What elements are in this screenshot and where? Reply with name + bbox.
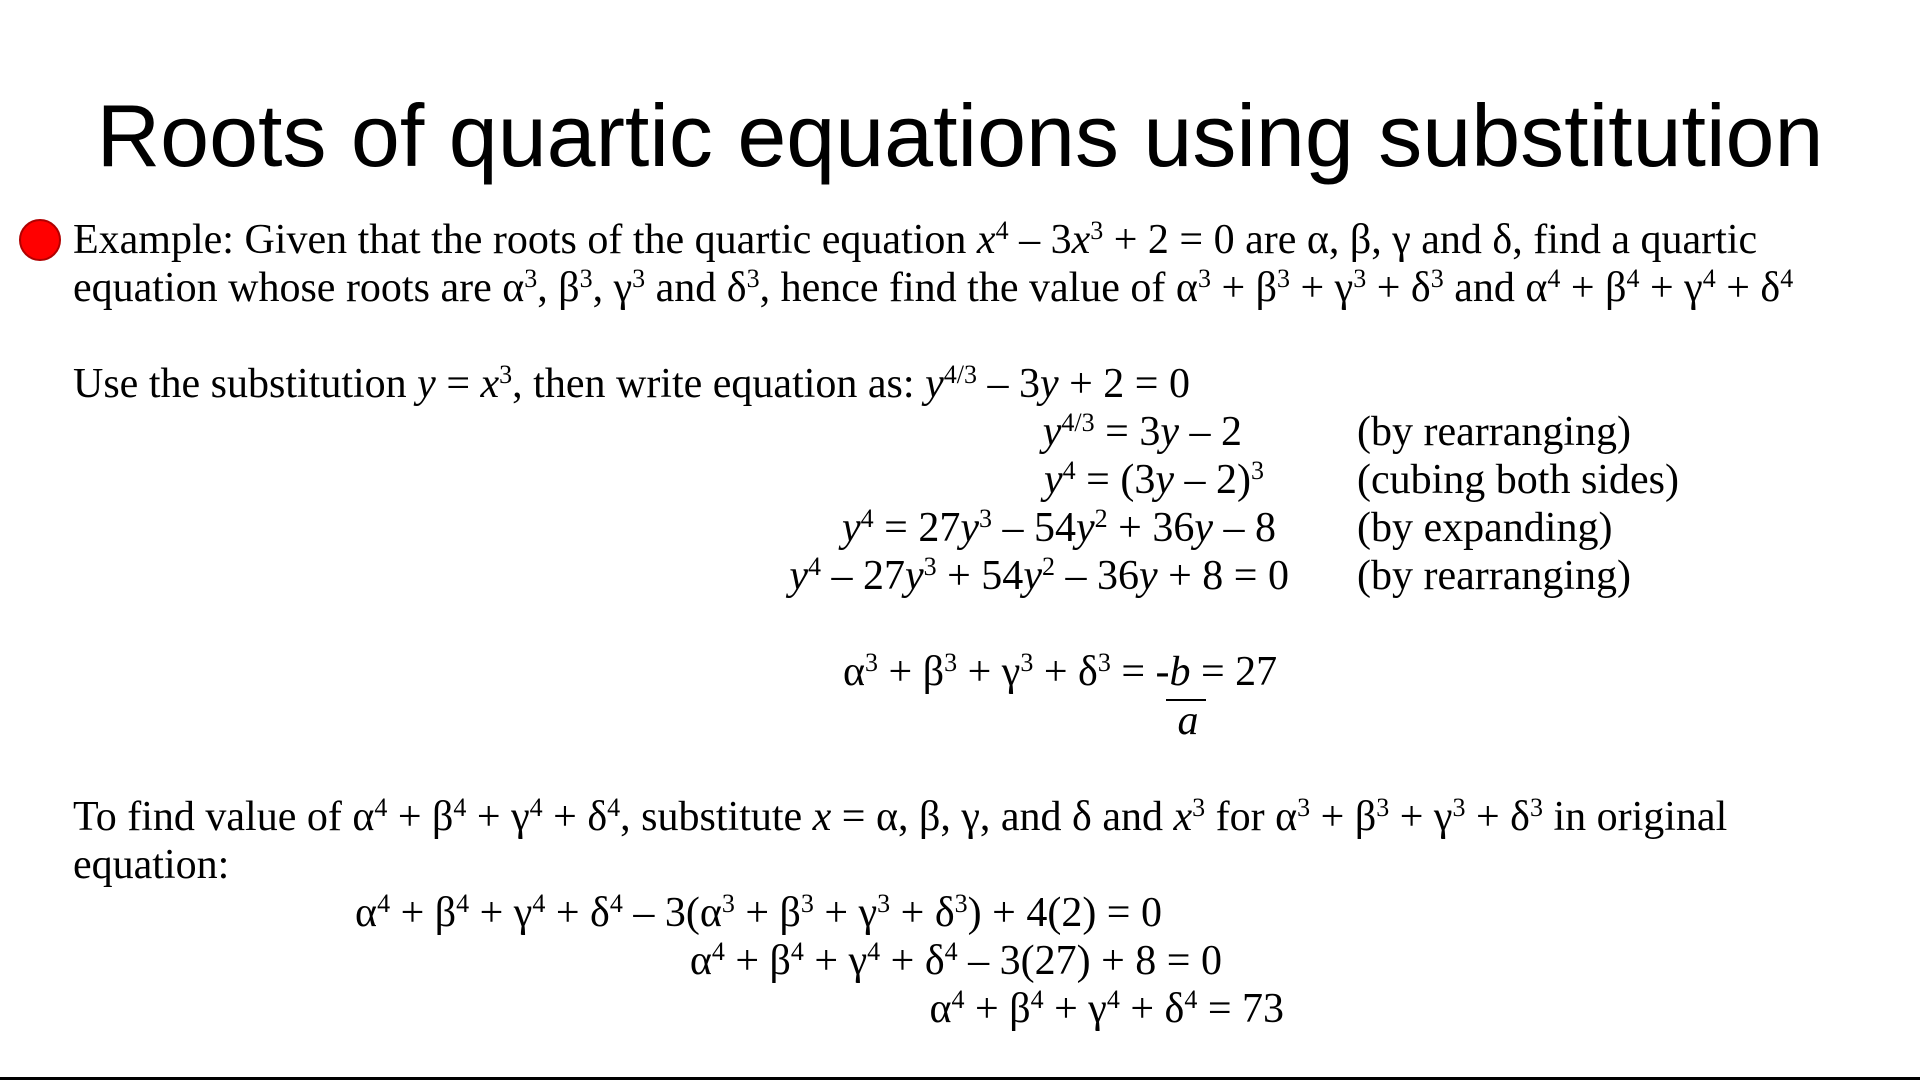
example-line-2: equation whose roots are $\alpha^3$, $\beta^3$, $\gamma^3$ and $\delta^3$, hence find the value of $\alpha^3 + \beta^3 + \gamma^3 + \delta^3$ and $\alpha^4 + \beta^4 + \gamma^4 + \delta^4$ — [73, 264, 1794, 311]
step-note-3: (by expanding) — [1357, 505, 1613, 551]
substitution-line: Use the substitution $y = x^3$, then write equation as: $y^{4/3} - 3y + 2 = 0$ — [73, 360, 1190, 407]
result-equation-3: $\alpha^4 + \beta^4 + \gamma^4 + \delta^4 = 73$ — [929, 985, 1284, 1032]
step-note-4: (by rearranging) — [1357, 553, 1632, 599]
fraction-numerator: -b — [1155, 649, 1191, 695]
step-equation-4: $y^4 - 27y^3 + 54y^2 - 36y + 8 = 0$ — [789, 552, 1289, 599]
step-note-2: (cubing both sides) — [1357, 457, 1679, 503]
slide-title: Roots of quartic equations using substitution — [96, 86, 1824, 185]
find-line-2: equation: — [73, 842, 230, 888]
sum-of-cubes-equation: $\alpha^3 + \beta^3 + \gamma^3 + \delta^3 = -b = 27$ — [843, 648, 1278, 695]
bullet-icon — [19, 219, 61, 261]
fraction-denominator: a — [1177, 698, 1199, 744]
step-equation-3: $y^4 = 27y^3 - 54y^2 + 36y - 8$ — [842, 504, 1276, 551]
result-equation-1: $\alpha^4 + \beta^4 + \gamma^4 + \delta^4 - 3(\alpha^3 + \beta^3 + \gamma^3 + \delta^3) + 4(2) = 0$ — [355, 889, 1162, 936]
step-note-1: (by rearranging) — [1357, 409, 1632, 455]
step-equation-2: $y^4 = (3y - 2)^3$ — [1044, 456, 1264, 503]
example-line-1: Example: Given that the roots of the quartic equation $x^4 - 3x^3 + 2 = 0$ are α, β, γ and δ, find a quartic — [73, 216, 1758, 263]
result-equation-2: $\alpha^4 + \beta^4 + \gamma^4 + \delta^4 - 3(27) + 8 = 0$ — [689, 937, 1222, 984]
find-line-1: To find value of $\alpha^4 + \beta^4 + \gamma^4 + \delta^4$, substitute x = α, β, γ, and δ and $x^3$ for $\alpha^3 + \beta^3 + \gamma^3 + \delta^3$ in original — [73, 793, 1728, 840]
step-equation-1: $y^{4/3} = 3y - 2$ — [1042, 408, 1242, 455]
